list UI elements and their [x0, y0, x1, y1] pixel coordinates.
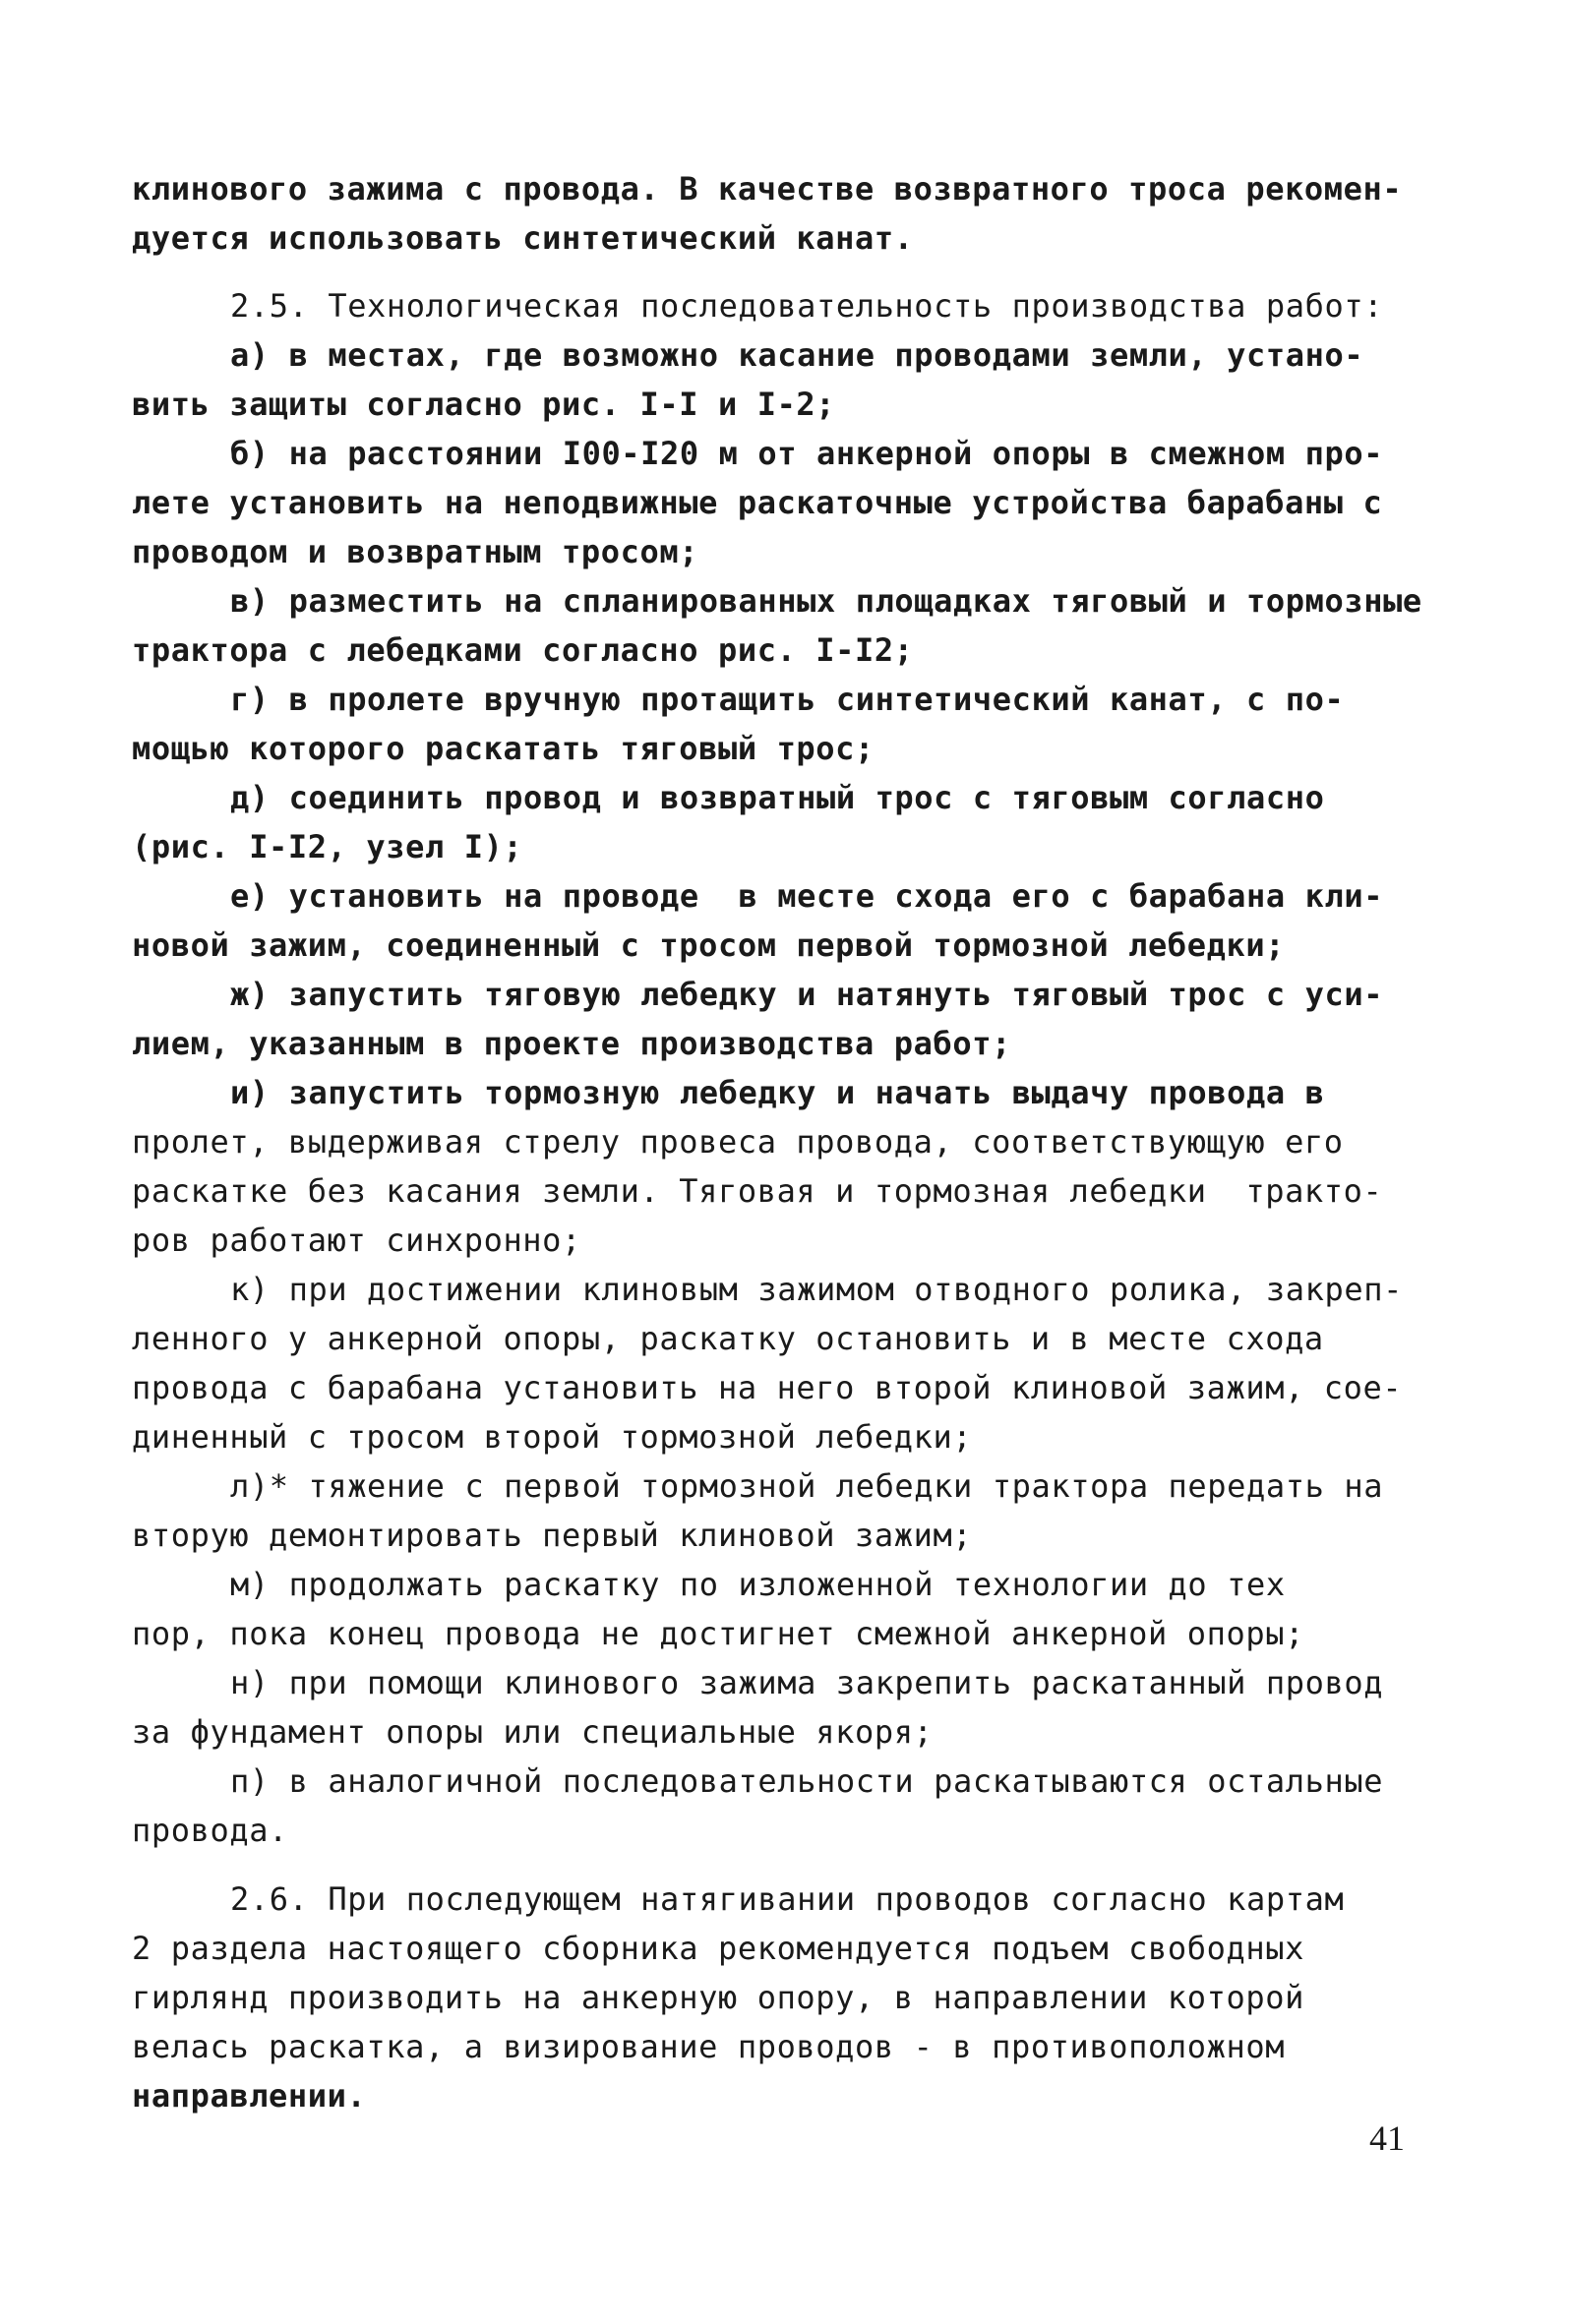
text-line: г) в пролете вручную протащить синтетический канат, с по- [230, 681, 1345, 718]
text-line: б) на расстоянии I00-I20 м от анкерной опоры в смежном про- [230, 435, 1384, 472]
text-line: мощью которого раскатать тяговый трос; [132, 730, 875, 767]
text-line: ров работают синхронно; [132, 1222, 581, 1259]
text-line: а) в местах, где возможно касание проводами земли, устано- [230, 336, 1364, 374]
text-line: трактора с лебедками согласно рис. I-I2; [132, 631, 914, 669]
text-line: (рис. I-I2, узел I); [132, 828, 523, 865]
text-line: и) запустить тормозную лебедку и начать выдачу провода в [230, 1074, 1325, 1111]
text-line: клинового зажима с провода. В качестве возвратного троса рекомен- [132, 170, 1403, 208]
text-line: ленного у анкерной опоры, раскатку остановить и в месте схода [132, 1320, 1324, 1357]
section-heading: 2.5. Технологическая последовательность производства работ: [230, 287, 1384, 325]
section-heading: 2.6. При последующем натягивании проводов согласно картам [230, 1880, 1345, 1918]
text-line: лете установить на неподвижные раскаточные устройства барабаны с [132, 484, 1383, 521]
text-line: новой зажим, соединенный с тросом первой тормозной лебедки; [132, 926, 1286, 964]
text-line: м) продолжать раскатку по изложенной технологии до тех [230, 1566, 1286, 1603]
text-line: вторую демонтировать первый клиновой зажим; [132, 1517, 973, 1554]
text-line: лием, указанным в проекте производства работ; [132, 1025, 1011, 1062]
text-line: вить защиты согласно рис. I-I и I-2; [132, 386, 836, 423]
text-line: ж) запустить тяговую лебедку и натянуть тяговый трос с уси- [230, 976, 1384, 1013]
text-line: в) разместить на спланированных площадках тяговый и тормозные [230, 582, 1422, 620]
text-line: к) при достижении клиновым зажимом отводного ролика, закреп- [230, 1271, 1403, 1308]
text-line: гирлянд производить на анкерную опору, в направлении которой [132, 1979, 1304, 2016]
text-line: п) в аналогичной последовательности раскатываются остальные [230, 1762, 1384, 1800]
text-line: диненный с тросом второй тормозной лебедки; [132, 1418, 973, 1456]
text-line: направлении. [132, 2077, 367, 2115]
text-line: проводом и возвратным тросом; [132, 533, 699, 570]
page-number: 41 [1369, 2118, 1405, 2158]
text-line: е) установить на проводе в месте схода его с барабана кли- [230, 877, 1384, 915]
text-line: дуется использовать синтетический канат. [132, 219, 914, 257]
text-line: провода с барабана установить на него второй клиновой зажим, сое- [132, 1369, 1403, 1406]
text-line: л)* тяжение с первой тормозной лебедки трактора передать на [230, 1467, 1384, 1505]
text-line: пор, пока конец провода не достигнет смежной анкерной опоры; [132, 1615, 1304, 1652]
text-line: за фундамент опоры или специальные якоря; [132, 1713, 934, 1751]
text-line: велась раскатка, а визирование проводов - в противоположном [132, 2028, 1286, 2065]
text-line: н) при помощи клинового зажима закрепить раскатанный провод [230, 1664, 1384, 1701]
text-line: д) соединить провод и возвратный трос с тяговым согласно [230, 779, 1325, 816]
text-line: раскатке без касания земли. Тяговая и тормозная лебедки тракто- [132, 1172, 1383, 1210]
text-line: пролет, выдерживая стрелу провеса провода, соответствующую его [132, 1123, 1344, 1161]
text-line: провода. [132, 1812, 288, 1849]
text-line: 2 раздела настоящего сборника рекомендуется подъем свободных [132, 1930, 1304, 1967]
